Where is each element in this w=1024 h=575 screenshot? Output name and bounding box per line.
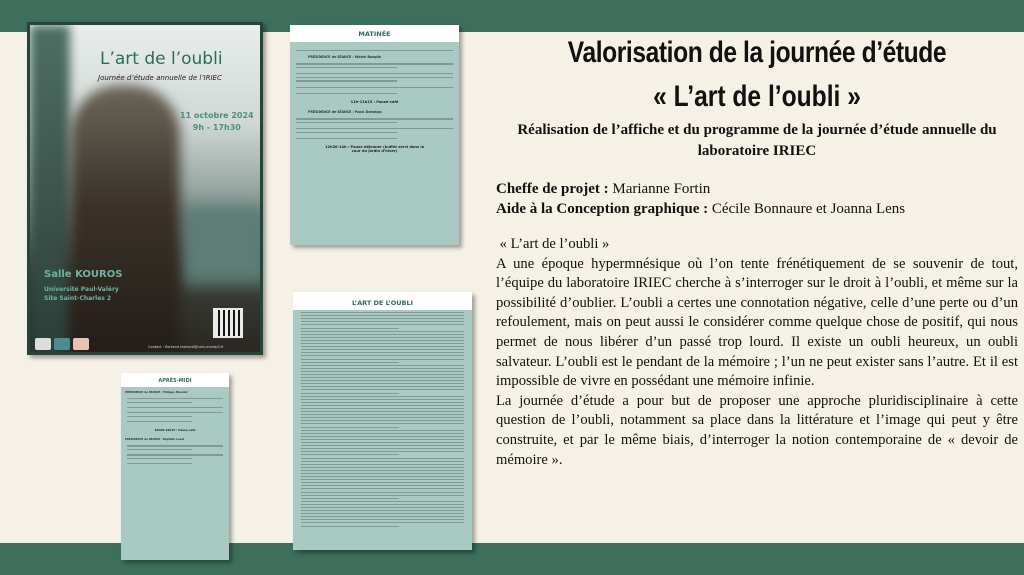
afternoon-chair-2: PRÉSIDENCE de SÉANCE : Baptiste Lavat xyxy=(125,438,185,442)
text-line xyxy=(296,132,397,133)
morning-chair-1: PRÉSIDENCE de SÉANCE : Michel Bueglin xyxy=(308,55,382,60)
afternoon-title: APRÈS-MIDI xyxy=(121,373,229,387)
text-line xyxy=(301,393,399,394)
text-line xyxy=(301,318,464,319)
text-line xyxy=(301,526,399,527)
text-line xyxy=(296,63,453,64)
text-line xyxy=(301,386,464,387)
text-line xyxy=(301,396,464,397)
text-line xyxy=(301,516,464,517)
program-morning-page xyxy=(290,25,459,245)
text-line xyxy=(296,93,397,94)
text-line xyxy=(301,439,464,440)
text-line xyxy=(301,504,464,505)
text-line xyxy=(301,362,399,363)
text-line xyxy=(301,340,464,341)
lead-value: Marianne Fortin xyxy=(612,181,711,197)
page-title: Valorisation de la journée d’étude xyxy=(567,36,947,69)
poster-photo-background xyxy=(30,25,70,355)
text-line xyxy=(301,464,464,465)
text-line xyxy=(301,402,464,403)
text-line xyxy=(301,436,464,437)
poster-date: 11 octobre 2024 xyxy=(180,111,254,120)
poster-photo-figure xyxy=(70,85,180,355)
text-line xyxy=(301,414,464,415)
logo-icon xyxy=(35,338,51,350)
text-line xyxy=(127,449,192,450)
text-line xyxy=(301,328,399,329)
text-line xyxy=(301,454,399,455)
afternoon-break: 16h00-16h15 : Pause-café xyxy=(154,428,196,433)
text-line xyxy=(301,371,464,372)
text-line xyxy=(296,73,453,74)
text-line xyxy=(301,492,464,493)
morning-chair-2: PRÉSIDENCE de SÉANCE : Paola Domingo xyxy=(308,110,382,115)
text-line xyxy=(301,374,464,375)
text-line xyxy=(127,445,223,446)
body-paragraph-2: La journée d’étude a pour but de proposer une approche pluridisciplinaire à cette question de l’oubli, notamment sa place dans la littérature et l’image qui peut y être construite, et par le même biais, d’interroger la notion contemporaine de « devoir de mémoire ». xyxy=(496,392,1018,468)
poster-contact: Contact : florence.therond@univ-montp3.fr xyxy=(148,345,224,349)
text-line xyxy=(301,507,464,508)
page-subtitle: Réalisation de l’affiche et du programme de la journée d’étude annuelle du laboratoire IRIEC xyxy=(517,122,997,159)
poster-datetime xyxy=(180,110,254,134)
text-line xyxy=(296,128,453,129)
text-line xyxy=(301,334,464,335)
body-quote: « L’art de l’oubli » xyxy=(496,236,610,252)
poster-subtitle: Journée d’étude annuelle de l’IRIEC xyxy=(98,74,222,82)
text-line xyxy=(301,479,464,480)
lead-label: Cheffe de projet : xyxy=(496,181,609,197)
text-line xyxy=(296,122,397,123)
program-afternoon-page xyxy=(121,373,229,560)
morning-break: 11h-11h15 : Pause-café xyxy=(350,100,399,105)
presentation-text-block xyxy=(293,312,472,526)
text-line xyxy=(301,476,464,477)
description-body xyxy=(496,235,1018,470)
text-line xyxy=(301,433,464,434)
text-line xyxy=(301,482,464,483)
text-line xyxy=(301,411,464,412)
text-line xyxy=(296,87,453,88)
text-line xyxy=(301,355,464,356)
text-line xyxy=(301,427,399,428)
text-line xyxy=(301,315,464,316)
text-line xyxy=(296,50,453,51)
text-line xyxy=(296,118,453,119)
text-line xyxy=(301,383,464,384)
text-line xyxy=(301,359,464,360)
text-line xyxy=(296,138,397,139)
text-line xyxy=(301,312,464,313)
poster-time: 9h - 17h30 xyxy=(192,123,241,132)
text-line xyxy=(296,77,453,78)
text-line xyxy=(301,423,464,424)
design-value: Cécile Bonnaure et Joanna Lens xyxy=(711,201,906,217)
text-line xyxy=(127,402,192,403)
text-line xyxy=(301,346,464,347)
text-line xyxy=(127,416,192,417)
text-line xyxy=(301,442,464,443)
text-line xyxy=(301,519,464,520)
text-line xyxy=(301,399,464,400)
text-line xyxy=(301,368,464,369)
partner-logo-icon xyxy=(73,338,89,350)
morning-lunch: 12h30-14h : Pause déjeuner (buffet servi dans la cour du jardin d’hiver) xyxy=(324,145,425,154)
poster-address xyxy=(44,285,119,303)
text-line xyxy=(301,451,464,452)
text-line xyxy=(127,458,192,459)
text-line xyxy=(301,417,464,418)
text-line xyxy=(301,461,464,462)
text-line xyxy=(301,498,399,499)
credits xyxy=(496,179,905,219)
text-line xyxy=(301,365,464,366)
text-line xyxy=(301,324,464,325)
text-line xyxy=(301,352,464,353)
text-line xyxy=(301,467,464,468)
text-line xyxy=(301,458,464,459)
qr-code-icon xyxy=(213,308,243,338)
partner-logos xyxy=(35,338,89,350)
text-line xyxy=(127,412,223,413)
event-poster xyxy=(27,22,263,355)
poster-room: Salle KOUROS xyxy=(44,269,123,280)
text-line xyxy=(301,349,464,350)
text-line xyxy=(301,501,464,502)
poster-title: L’art de l’oubli xyxy=(100,49,223,69)
text-line xyxy=(301,408,464,409)
text-line xyxy=(127,407,223,408)
text-line xyxy=(301,445,464,446)
poster-university: Université Paul-Valéry xyxy=(44,286,119,293)
text-line xyxy=(301,522,464,523)
text-line xyxy=(127,398,223,399)
morning-title: MATINÉE xyxy=(290,25,459,42)
text-line xyxy=(301,430,464,431)
presentation-title: L’ART DE L’OUBLI xyxy=(293,292,472,310)
text-line xyxy=(301,377,464,378)
text-line xyxy=(301,485,464,486)
text-line xyxy=(301,448,464,449)
text-line xyxy=(301,331,464,332)
text-line xyxy=(127,454,223,455)
poster-site: Site Saint-Charles 2 xyxy=(44,295,112,302)
text-line xyxy=(296,67,397,68)
poster-photo-building xyxy=(180,205,263,285)
text-line xyxy=(301,343,464,344)
afternoon-chair-1: PRÉSIDENCE de SÉANCE : Philippe Meunier xyxy=(125,391,188,394)
text-line xyxy=(301,380,464,381)
text-line xyxy=(301,389,464,390)
page-title-event: « L’art de l’oubli » xyxy=(653,80,861,113)
text-line xyxy=(296,80,397,81)
design-label: Aide à la Conception graphique : xyxy=(496,201,709,217)
text-line xyxy=(301,405,464,406)
text-line xyxy=(301,321,464,322)
program-presentation-page xyxy=(293,292,472,550)
iriec-logo-icon xyxy=(54,338,70,350)
text-line xyxy=(301,488,464,489)
text-line xyxy=(301,513,464,514)
text-line xyxy=(301,495,464,496)
text-line xyxy=(301,473,464,474)
text-line xyxy=(301,510,464,511)
text-line xyxy=(301,337,464,338)
text-line xyxy=(127,421,192,422)
body-paragraph-1: A une époque hypermnésique où l’on tente frénétiquement de se souvenir de tout, l’équipe du laboratoire IRIEC cherche à s’interroger sur le droit à l’oubli, et même sur la possibilité d’oublier. L’oubli a certes une connotation négative, celle d’une perte ou d’un refoulement, mais on peut aussi le considérer comme quelque chose de positif, qui nous permet de nous libérer d’un passé trop lourd. Il existe un oubli heureux, un oubli salvateur. L’oubli est le pendant de la mémoire ; l’un ne peut exister sans l’autre. Et il est impossible de vivre en possédant une mémoire infinie. xyxy=(496,255,1018,390)
text-line xyxy=(301,470,464,471)
text-line xyxy=(127,463,192,464)
text-line xyxy=(301,420,464,421)
